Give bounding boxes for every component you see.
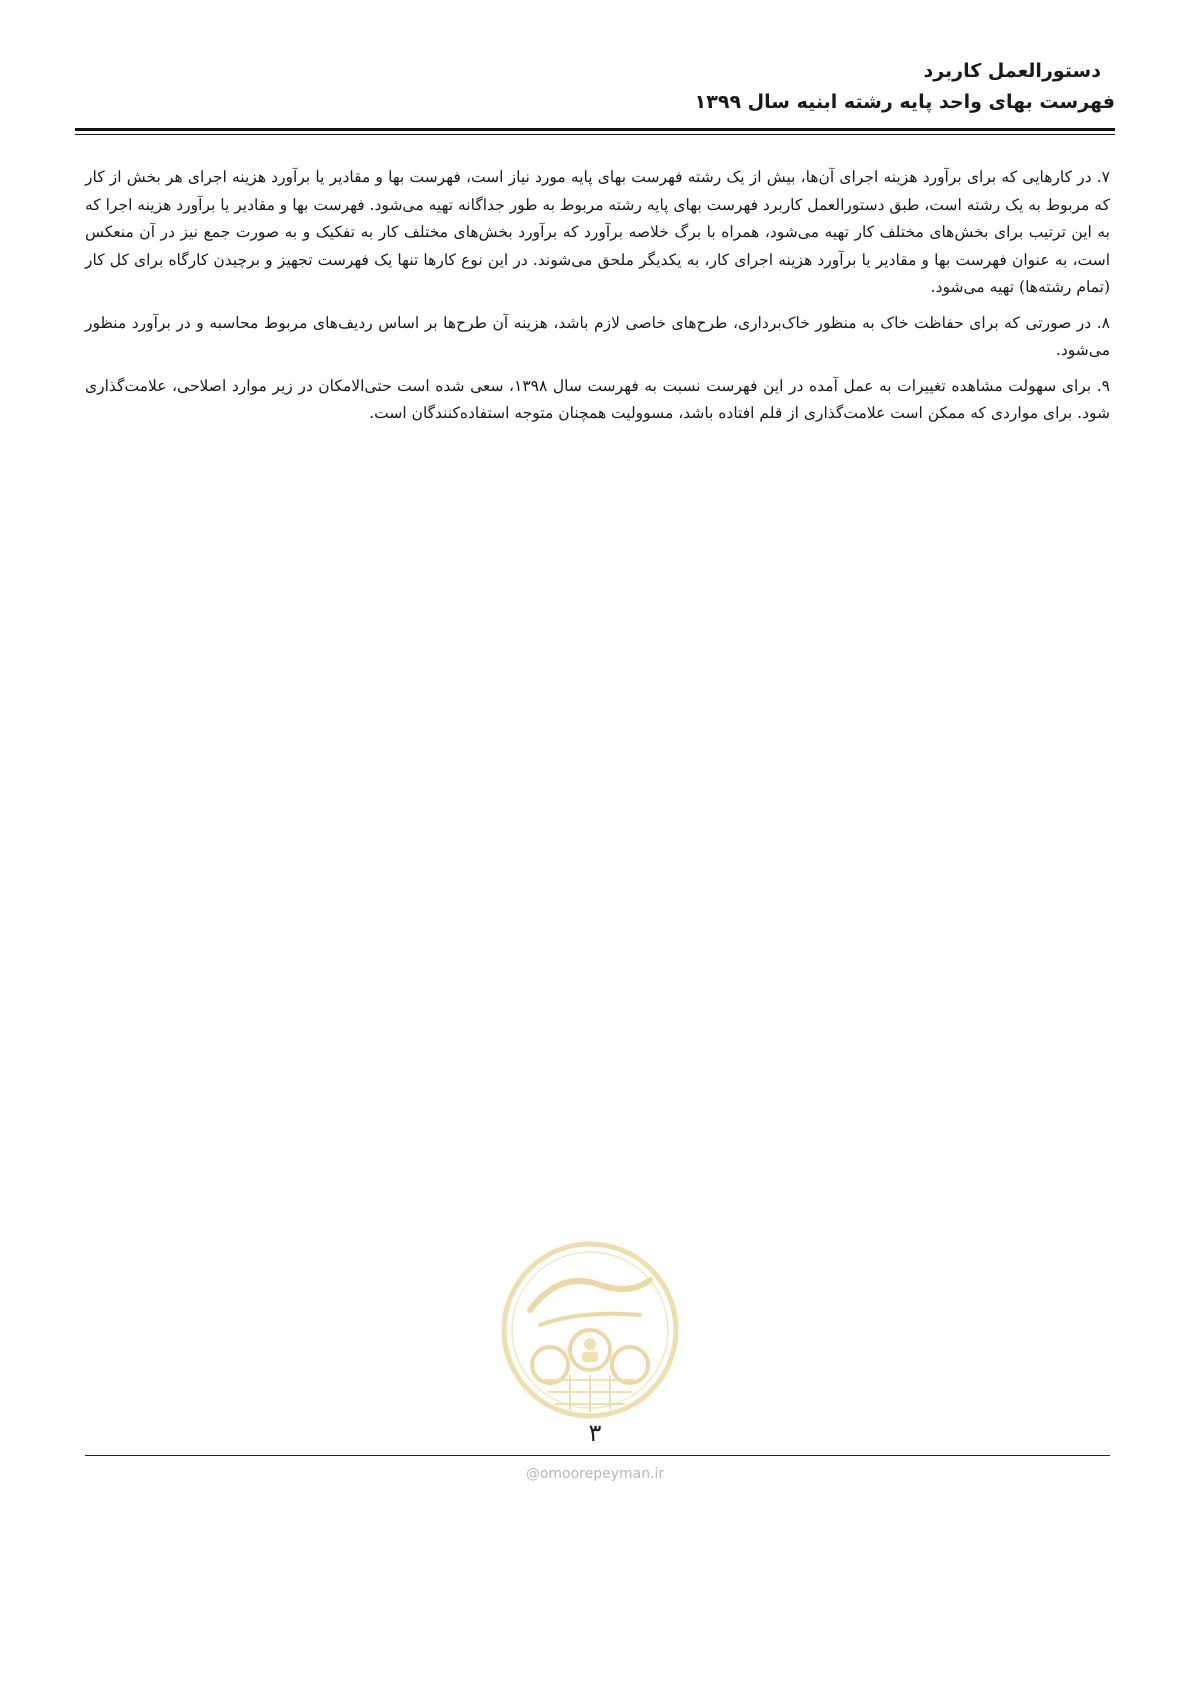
body-text — [85, 164, 1110, 436]
page-header — [75, 56, 1115, 118]
paragraph-8: ۸. در صورتی که برای حفاظت خاک به منظور خاک‌برداری، طرح‌های خاصی لازم باشد، هزینه آن طرح‌ها بر اساس ردیف‌های مربوط محاسبه و در برآورد منظور می‌شود. — [85, 313, 1110, 359]
page-number: ۳ — [588, 1419, 602, 1447]
watermark-seal-logo — [500, 1240, 680, 1420]
header-divider-thick — [75, 128, 1115, 131]
paragraph-7: ۷. در کارهایی که برای برآورد هزینه اجرای آن‌ها، بیش از یک رشته فهرست بهای پایه مورد نیاز است، فهرست بها و مقادیر یا برآورد هزینه اجرای هر بخش از کار که مربوط به یک رشته است، طبق دستورالعمل کاربرد فهرست بهای پایه رشته مربوط به طور جداگانه تهیه می‌شود. فهرست بها و مقادیر یا برآورد هزینه اجرا که به این ترتیب برای بخش‌های مختلف کار تهیه می‌شود، همراه با برگ خلاصه برآورد که برآورد بخش‌های مختلف کار به تفکیک و به صورت جمع نیز در آن منعکس است، به عنوان فهرست بها و مقادیر یا برآورد هزینه اجرای کار، به یکدیگر ملحق می‌شوند. در این نوع کارها تنها یک فهرست تجهیز و برچیدن کارگاه برای کل کار (تمام رشته‌ها) تهیه می‌شود. — [85, 168, 1110, 296]
watermark-url: @omoorepeyman.ir — [525, 1466, 665, 1482]
document-title: دستورالعمل کاربرد — [923, 60, 1101, 82]
paragraph-9: ۹. برای سهولت مشاهده تغییرات به عمل آمده در این فهرست نسبت به فهرست سال ۱۳۹۸، سعی شده است حتی‌الامکان در زیر موارد اصلاحی، علامت‌گذاری شود. برای مواردی که ممکن است علامت‌گذاری از قلم افتاده باشد، مسوولیت همچنان متوجه استفاده‌کنندگان است. — [85, 376, 1110, 422]
document-subtitle: فهرست بهای واحد پایه رشته ابنیه سال ۱۳۹۹ — [694, 91, 1115, 113]
header-divider-thin — [75, 134, 1115, 135]
footer-divider — [85, 1455, 1110, 1456]
